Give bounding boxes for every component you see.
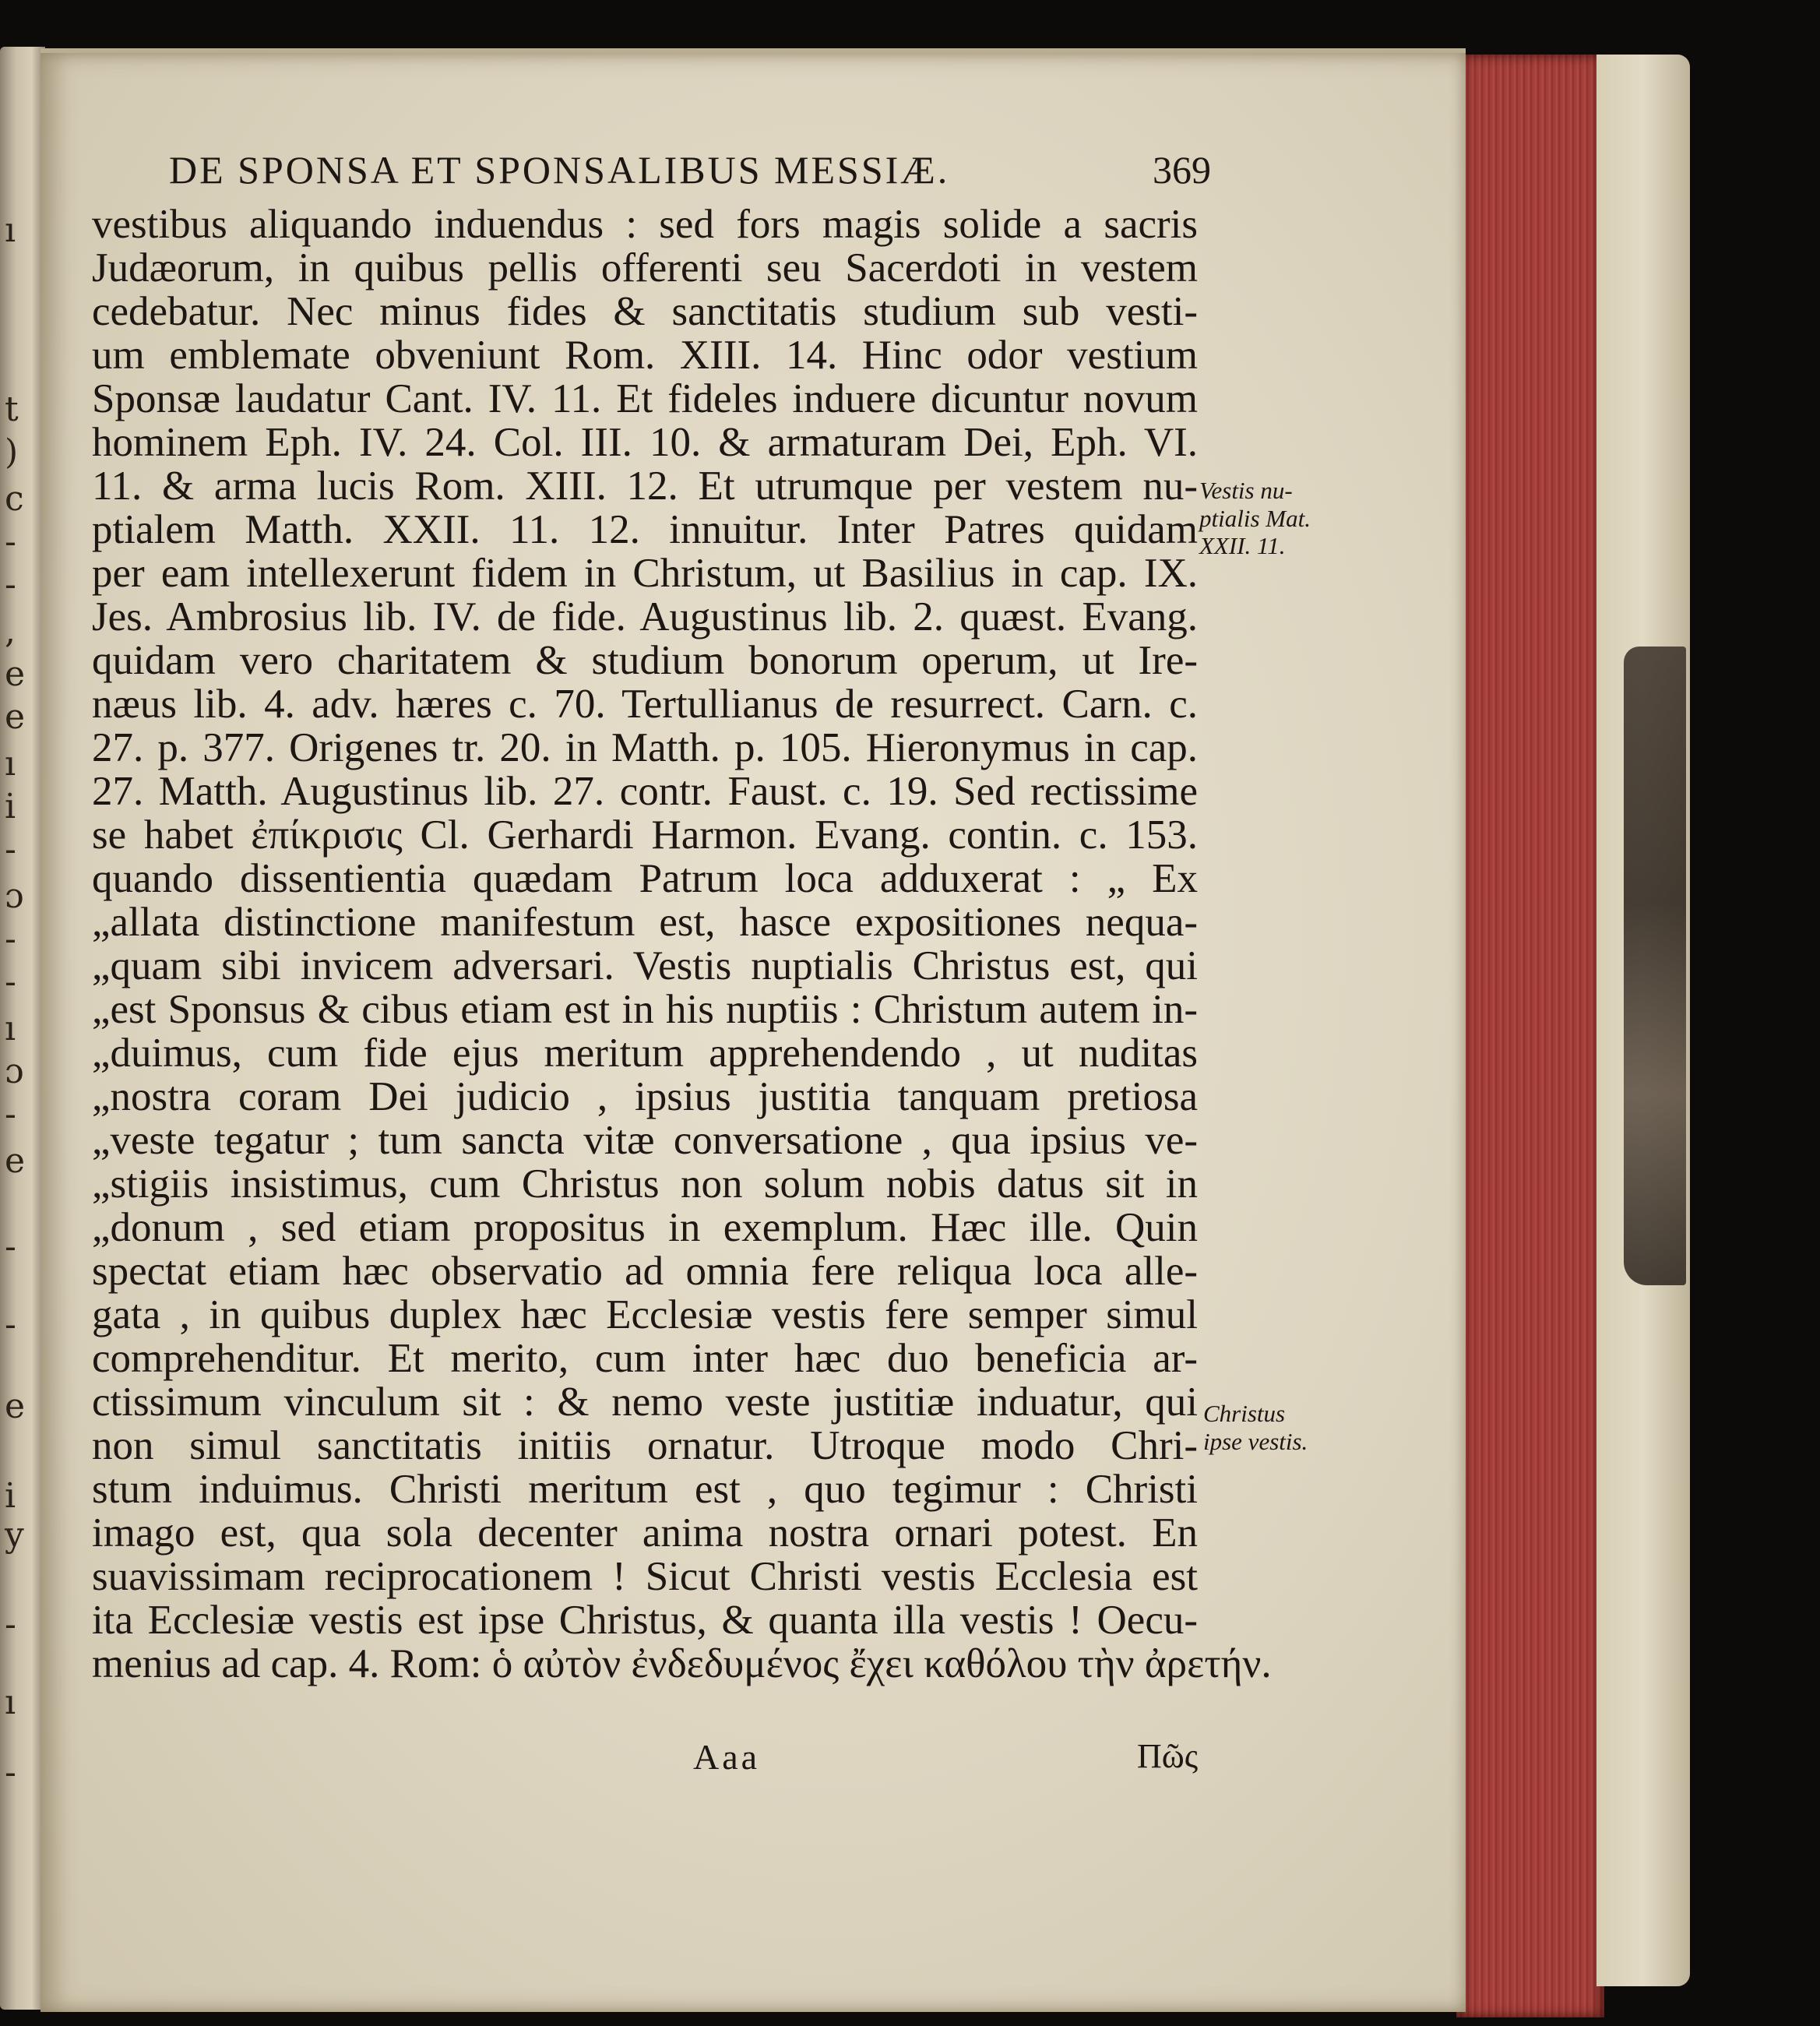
signature-mark: Aaa — [693, 1737, 761, 1777]
page-number: 369 — [1153, 148, 1211, 192]
left-glyph: ɔ — [5, 1052, 24, 1091]
body-line: ptialem Matth. XXII. 11. 12. innuitur. Inter Patres quidam — [92, 507, 1198, 552]
body-line: menius ad cap. 4. Rom: ὁ αὐτὸν ἐνδεδυμένος ἔχει καθόλου τὴν ἀρετήν. — [92, 1641, 1272, 1686]
left-glyph: - — [5, 1094, 16, 1134]
body-line: „stigiis insistimus, cum Christus non solum nobis datus sit in — [92, 1161, 1198, 1207]
body-line: „donum , sed etiam propositus in exemplum. Hæc ille. Quin — [92, 1205, 1198, 1250]
body-line: non simul sanctitatis initiis ornatur. Utroque modo Chri- — [92, 1423, 1198, 1468]
body-line: „est Sponsus & cibus etiam est in his nuptiis : Christum autem in- — [92, 987, 1198, 1032]
left-glyph: - — [5, 830, 16, 869]
marginal-note-vestis-nuptialis — [1199, 477, 1347, 560]
marginal-note-christus-ipse-vestis — [1203, 1400, 1351, 1455]
left-glyph: e — [5, 1141, 26, 1181]
left-glyph: - — [5, 1305, 16, 1344]
body-line: ctissimum vinculum sit : & nemo veste justitiæ induatur, qui — [92, 1379, 1198, 1425]
running-head: DE SPONSA ET SPONSALIBUS MESSIÆ. — [169, 148, 950, 192]
left-glyph: i — [5, 1476, 16, 1516]
marginal-note-line: Vestis nu- — [1199, 477, 1293, 504]
body-line: 27. Matth. Augustinus lib. 27. contr. Faust. c. 19. Sed rectissime — [92, 769, 1198, 814]
left-glyph: ) — [5, 432, 19, 472]
left-glyph: , — [5, 611, 16, 651]
left-glyph: ı — [5, 744, 16, 784]
left-glyph: - — [5, 1605, 16, 1644]
body-line: se habet ἐπίκρισις Cl. Gerhardi Harmon. Evang. contin. c. 153. — [92, 812, 1198, 858]
body-line: Sponsæ laudatur Cant. IV. 11. Et fideles induere dicuntur novum — [92, 376, 1198, 421]
body-line: imago est, qua sola decenter anima nostra ornari potest. En — [92, 1510, 1198, 1556]
body-line: hominem Eph. IV. 24. Col. III. 10. & armaturam Dei, Eph. VI. — [92, 420, 1198, 465]
body-line: quando dissentientia quædam Patrum loca adduxerat : „ Ex — [92, 856, 1198, 901]
body-line: per eam intellexerunt fidem in Christum, ut Basilius in cap. IX. — [92, 551, 1198, 596]
marginal-note-line: XXII. 11. — [1199, 532, 1286, 560]
body-line: cedebatur. Nec minus fides & sanctitatis studium sub vesti- — [92, 289, 1198, 334]
cover-dark-patch — [1624, 647, 1686, 1285]
left-glyph: ı — [5, 210, 16, 250]
left-glyph: c — [5, 479, 24, 519]
body-line: um emblemate obveniunt Rom. XIII. 14. Hinc odor vestium — [92, 333, 1198, 378]
left-glyph: - — [5, 919, 16, 959]
body-line: ita Ecclesiæ vestis est ipse Christus, & quanta illa vestis ! Oecu- — [92, 1598, 1198, 1643]
left-glyph: - — [5, 962, 16, 1002]
left-glyph: e — [5, 697, 26, 737]
left-glyph: e — [5, 654, 26, 694]
body-line: næus lib. 4. adv. hæres c. 70. Tertullianus de resurrect. Carn. c. — [92, 682, 1198, 727]
marginal-note-line: ipse vestis. — [1203, 1427, 1308, 1455]
left-glyph: - — [5, 522, 16, 562]
body-line: stum induimus. Christi meritum est , quo tegimur : Christi — [92, 1467, 1198, 1512]
marginal-note-line: ptialis Mat. — [1199, 504, 1311, 532]
body-line: „veste tegatur ; tum sancta vitæ conversatione , qua ipsius ve- — [92, 1118, 1198, 1163]
left-glyph: ı — [5, 1009, 16, 1048]
left-glyph: ɔ — [5, 876, 24, 916]
left-glyph: y — [5, 1515, 24, 1555]
left-glyph: i — [5, 787, 16, 826]
body-line: suavissimam reciprocationem ! Sicut Christi vestis Ecclesia est — [92, 1554, 1198, 1599]
body-line: gata , in quibus duplex hæc Ecclesiæ vestis fere semper simul — [92, 1292, 1198, 1337]
body-line: „nostra coram Dei judicio , ipsius justitia tanquam pretiosa — [92, 1074, 1198, 1119]
left-glyph: - — [5, 565, 16, 604]
body-line: Jes. Ambrosius lib. IV. de fide. Augustinus lib. 2. quæst. Evang. — [92, 594, 1198, 640]
body-line: 27. p. 377. Origenes tr. 20. in Matth. p. 105. Hieronymus in cap. — [92, 725, 1198, 770]
body-line: Judæorum, in quibus pellis offerenti seu Sacerdoti in vestem — [92, 245, 1198, 291]
body-line: vestibus aliquando induendus : sed fors magis solide a sacris — [92, 202, 1198, 247]
body-line: „quam sibi invicem adversari. Vestis nuptialis Christus est, qui — [92, 943, 1198, 988]
left-glyph: ı — [5, 1682, 16, 1722]
marginal-note-line: Christus — [1203, 1400, 1286, 1427]
body-line: comprehenditur. Et merito, cum inter hæc duo beneficia ar- — [92, 1336, 1198, 1381]
left-glyph: e — [5, 1386, 26, 1426]
left-glyph: - — [5, 1753, 16, 1792]
catchword: Πῶς — [1137, 1737, 1199, 1775]
body-line: „duimus, cum fide ejus meritum apprehendendo , ut nuditas — [92, 1031, 1198, 1076]
body-line: „allata distinctione manifestum est, hasce expositiones nequa- — [92, 900, 1198, 945]
red-page-edges — [1456, 55, 1604, 2017]
body-line: spectat etiam hæc observatio ad omnia fere reliqua loca alle- — [92, 1249, 1198, 1294]
body-line: quidam vero charitatem & studium bonorum operum, ut Ire- — [92, 638, 1198, 683]
left-glyph: - — [5, 1227, 16, 1267]
body-line: 11. & arma lucis Rom. XIII. 12. Et utrumque per vestem nu- — [92, 463, 1198, 509]
left-glyph: t — [5, 389, 19, 429]
